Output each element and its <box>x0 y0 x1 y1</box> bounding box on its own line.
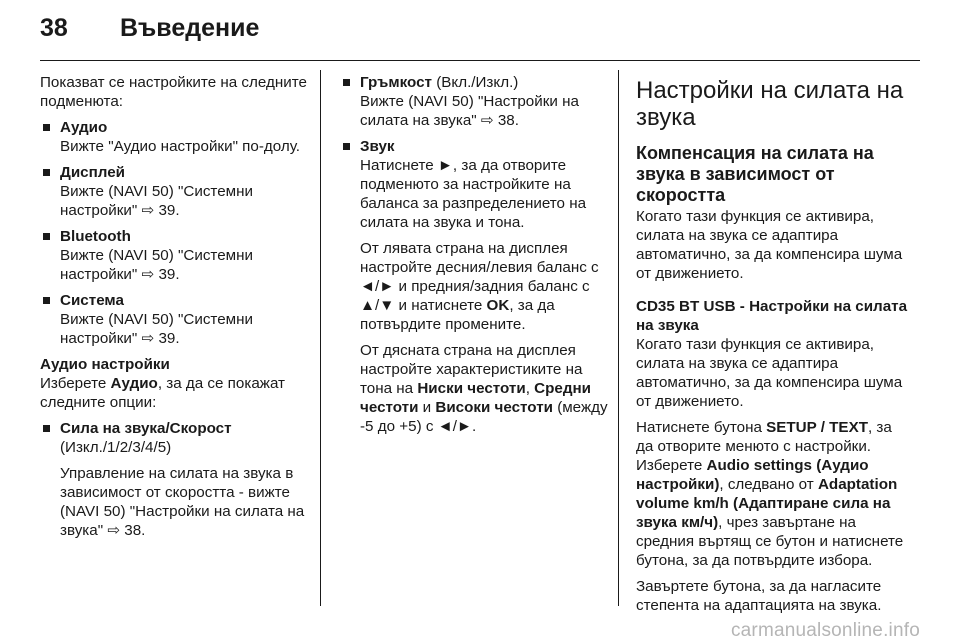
list-item <box>40 118 310 156</box>
item-title: Дисплей <box>60 164 126 181</box>
minor-heading: CD35 BT USB - Настройки на силата на звука <box>636 298 908 334</box>
bullet-icon <box>43 425 50 432</box>
bullet-icon <box>43 124 50 131</box>
bullet-icon <box>43 297 50 304</box>
list-item <box>40 291 310 348</box>
section-heading: Настройки на силата на звука <box>636 77 904 131</box>
item-title: Сила на звука/Скорост <box>60 420 232 437</box>
item-desc: От лявата страна на дисплея настройте десния/левия баланс с ◄/► и предния/задния баланс с ▲/▼ и натиснете OK, за да потвърдите промените. <box>360 240 599 333</box>
column-1 <box>40 73 310 547</box>
paragraph: Когато тази функция се активира, силата на звука се адаптира автоматично, за да компенсира шума от движението. <box>636 208 903 282</box>
item-title: Аудио <box>60 119 108 136</box>
subsection-heading: Компенсация на силата на звука в зависимост от скоростта <box>636 143 874 205</box>
bullet-icon <box>343 143 350 150</box>
item-desc: Вижте (NAVI 50) "Системни настройки" ⇨ 39. <box>60 183 253 219</box>
page-header <box>40 14 259 50</box>
item-desc: Вижте "Аудио настройки" по-долу. <box>60 138 301 155</box>
audio-settings-heading: Аудио настройки <box>40 356 170 373</box>
column-3 <box>636 73 908 622</box>
item-title: Система <box>60 292 124 309</box>
audio-settings-text: Изберете Аудио, за да се покажат следните опции: <box>40 375 286 411</box>
item-title: Звук <box>360 138 395 155</box>
item-desc: Управление на силата на звука в зависимост от скоростта - вижте (NAVI 50) "Настройки на силата на звука" ⇨ 38. <box>60 465 305 539</box>
paragraph: Натиснете бутона SETUP / TEXT, за да отворите менюто с настройки. Изберете Audio settings (Аудио настройки), следвано от Adaptation volume km/h (Адаптиране сила на звука км/ч), чрез завъртане на средния въртящ се бутон и натиснете бутона, за да потвърдите избора. <box>636 419 904 569</box>
column-2 <box>340 73 612 443</box>
item-title: Bluetooth <box>60 228 131 245</box>
paragraph: Завъртете бутона, за да нагласите степента на адаптацията на звука. <box>636 578 882 614</box>
list-item <box>40 227 310 284</box>
bullet-icon <box>43 233 50 240</box>
bullet-icon <box>343 79 350 86</box>
page-number: 38 <box>40 14 68 42</box>
list-item: Гръмкост (Вкл./Изкл.) Вижте (NAVI 50) "Настройки на силата на звука" ⇨ 38. <box>340 73 612 130</box>
submenu-intro: Показват се настройките на следните подменюта: <box>40 74 307 110</box>
item-desc: Вижте (NAVI 50) "Системни настройки" ⇨ 39. <box>60 247 253 283</box>
item-desc: Вижте (NAVI 50) "Настройки на силата на звука" ⇨ 38. <box>360 93 579 129</box>
watermark: carmanualsonline.info <box>730 620 920 641</box>
item-desc: Натиснете ►, за да отворите подменюто за настройките на баланса за разпределението на силата на звука и тона. <box>360 157 587 231</box>
bullet-icon <box>43 169 50 176</box>
header-rule <box>40 60 920 61</box>
item-desc: Вижте (NAVI 50) "Системни настройки" ⇨ 39. <box>60 311 253 347</box>
item-desc: От дясната страна на дисплея настройте характеристиките на тона на Ниски честоти, Средни честоти и Високи честоти (между -5 до +5) с ◄/►. <box>360 342 608 435</box>
list-item <box>340 137 612 436</box>
list-item: Сила на звука/Скорост (Изкл./1/2/3/4/5) Управление на силата на звука в зависимост от скоростта - вижте (NAVI 50) "Настройки на силата на звука" ⇨ 38. <box>40 419 310 540</box>
item-title: Гръмкост <box>360 74 432 91</box>
section-title: Въведение <box>120 14 260 42</box>
column-divider-1 <box>320 70 321 606</box>
paragraph: Когато тази функция се активира, силата на звука се адаптира автоматично, за да компенсира шума от движението. <box>636 336 903 410</box>
column-divider-2 <box>618 70 619 606</box>
list-item <box>40 163 310 220</box>
